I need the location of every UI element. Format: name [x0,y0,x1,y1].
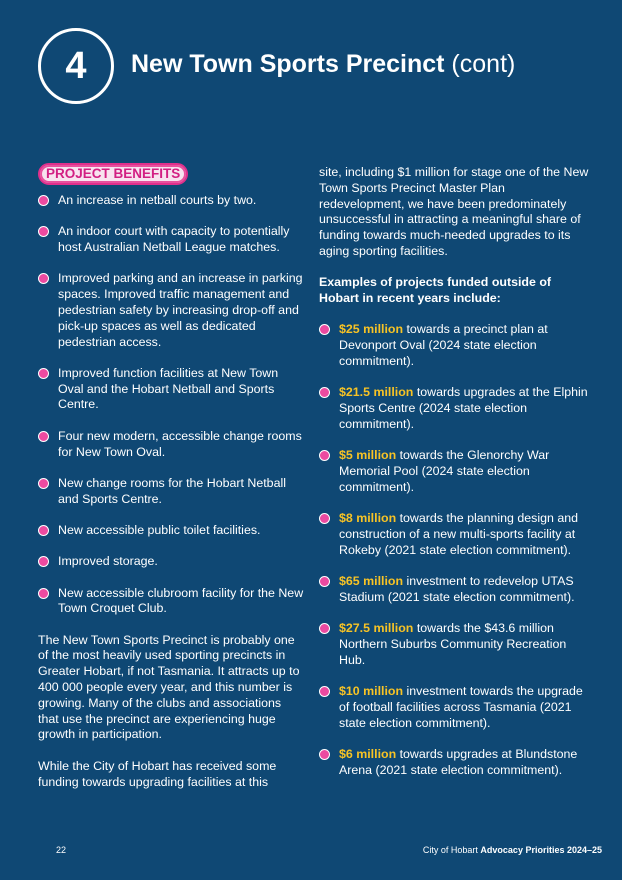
projects-list [319,322,591,778]
footer-doc-title [423,845,602,855]
benefit-text: Improved storage. [58,554,158,569]
bullet-icon [319,324,330,335]
bullet-icon [319,513,330,524]
project-amount: $21.5 million [339,385,414,400]
page-title-main: New Town Sports Precinct [131,50,445,78]
section-number-badge [38,28,114,104]
footer-title: Advocacy Priorities 2024–25 [480,845,602,855]
list-item [319,684,591,731]
bullet-icon [319,686,330,697]
right-column [319,165,591,794]
footer-org: City of Hobart [422,845,481,855]
project-amount: $6 million [339,746,397,761]
bullet-icon [38,431,49,442]
benefit-text: Four new modern, accessible change rooms for New Town Oval. [58,428,302,459]
project-amount: $65 million [339,573,404,588]
project-text: investment towards the upgrade of football facilities across Tasmania (2021 state election commitment). [339,683,583,730]
benefits-list [38,193,304,617]
benefit-text: Improved function facilities at New Town Oval and the Hobart Netball and Sports Centre. [58,365,279,412]
benefit-text: New change rooms for the Hobart Netball and Sports Centre. [58,475,286,506]
list-item [38,193,304,209]
list-item [38,476,304,508]
benefit-text: Improved parking and an increase in parking spaces. Improved traffic management and pedestrian safety by increasing drop-off and pick-up spaces as well as dedicated pedestrian access. [58,271,303,349]
list-item [319,448,591,495]
list-item [38,366,304,413]
page-number: 22 [56,845,67,855]
body-paragraph: The New Town Sports Precinct is probably one of the most heavily used sporting precincts in Greater Hobart, if not Tasmania. It attracts up to 400 000 people every year, and this number is growing. Many of the clubs and associations that use the precinct are experiencing huge growth in participation. [38,632,300,742]
list-item [319,574,591,606]
list-item [319,621,591,668]
bullet-icon [38,368,49,379]
list-item [319,385,591,432]
bullet-icon [38,588,49,599]
project-text: towards a precinct plan at Devonport Oval (2024 state election commitment). [339,322,548,368]
page-title-sub: (cont) [444,50,516,78]
list-item [38,554,304,570]
bullet-icon [38,525,49,536]
project-text: towards upgrades at the Elphin Sports Centre (2024 state election commitment). [339,385,588,431]
body-paragraph: While the City of Hobart has received some funding towards upgrading facilities at this [38,758,277,789]
benefit-text: New accessible clubroom facility for the New Town Croquet Club. [58,585,304,616]
bullet-icon [38,226,49,237]
bullet-icon [38,478,49,489]
list-item [38,429,304,461]
section-subheading: Examples of projects funded outside of Hobart in recent years include: [319,275,552,306]
bullet-icon [38,556,49,567]
project-amount: $27.5 million [339,621,414,636]
left-column [38,163,304,790]
benefit-text: New accessible public toilet facilities. [58,522,261,537]
list-item [38,523,304,539]
section-number: 4 [65,44,87,87]
project-amount: $5 million [339,448,397,463]
bullet-icon [319,749,330,760]
body-paragraph: site, including $1 million for stage one of the New Town Sports Precinct Master Plan redevelopment, we have been predominately unsuccessful in attracting a meaningful share of funding towards much-needed upgrades to its aging sporting facilities. [319,165,589,258]
bullet-icon [38,273,49,284]
benefit-text: An indoor court with capacity to potentially host Australian Netball League matches. [58,224,290,255]
list-item [319,747,591,779]
project-text: towards the Glenorchy War Memorial Pool (2024 state election commitment). [339,448,550,494]
project-amount: $10 million [339,683,404,698]
list-item [38,586,304,618]
project-amount: $8 million [339,511,397,526]
list-item [319,322,591,369]
project-text: towards the $43.6 million Northern Suburbs Community Recreation Hub. [339,621,567,667]
bullet-icon [319,387,330,398]
bullet-icon [38,195,49,206]
bullet-icon [319,576,330,587]
bullet-icon [319,623,330,634]
benefit-text: An increase in netball courts by two. [58,193,257,207]
list-item [319,511,591,558]
project-text: investment to redevelop UTAS Stadium (2021 state election commitment). [339,573,575,604]
page-title [131,48,515,80]
project-benefits-pill: PROJECT BENEFITS [38,163,188,185]
bullet-icon [319,450,330,461]
list-item [38,224,304,256]
list-item [38,271,304,350]
project-amount: $25 million [339,322,404,337]
project-text: towards upgrades at Blundstone Arena (2021 state election commitment). [339,746,578,777]
project-text: towards the planning design and construction of a new multi-sports facility at Rokeby (2021 state election commitment). [339,511,579,557]
